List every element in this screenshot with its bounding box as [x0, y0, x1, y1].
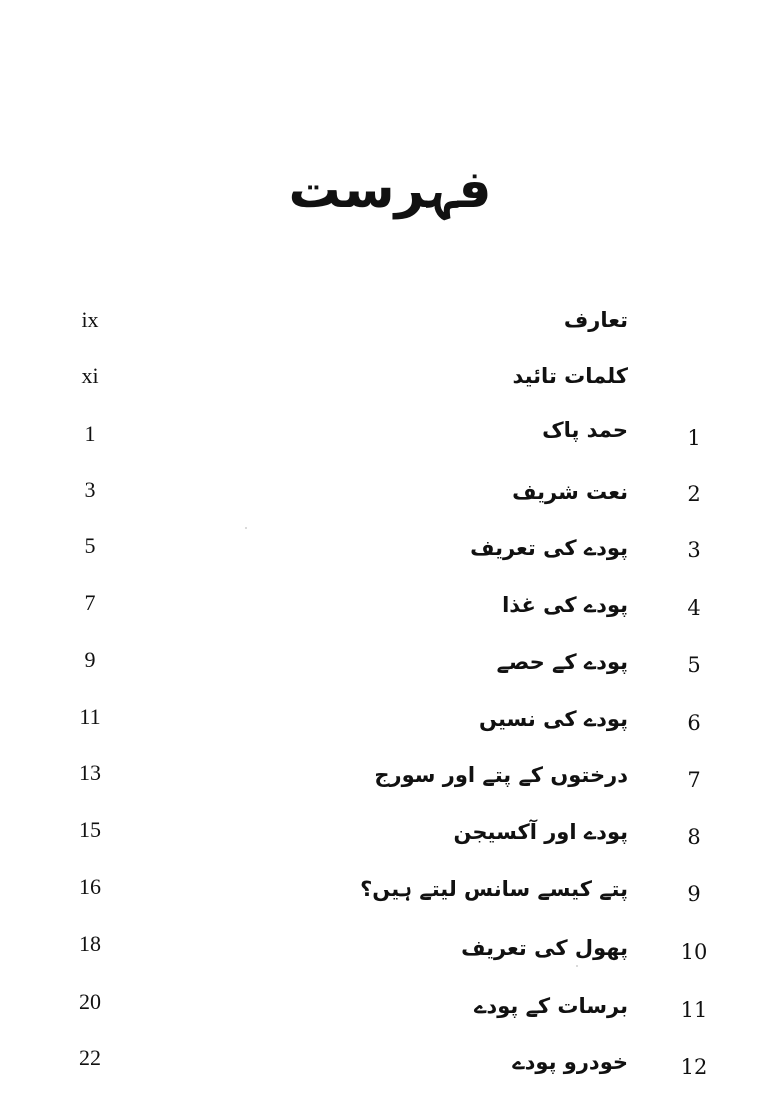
toc-chapter-number: 2 — [687, 482, 701, 506]
toc-page-number: 9 — [84, 647, 96, 672]
toc-row[interactable] — [0, 588, 780, 628]
toc-page-number: 1 — [84, 421, 96, 446]
toc-chapter-number: 3 — [687, 538, 701, 562]
page-title: فہرست — [288, 160, 492, 220]
toc-row[interactable] — [0, 758, 780, 798]
toc-entry-title[interactable]: پودے اور آکسیجن — [453, 820, 628, 844]
toc-entry-title[interactable]: حمد پاک — [542, 418, 628, 442]
toc-entry-title[interactable]: کلمات تائید — [512, 364, 628, 388]
toc-row[interactable] — [0, 929, 780, 969]
toc-chapter-number: 12 — [680, 1055, 708, 1079]
toc-row[interactable] — [0, 305, 780, 345]
toc-page-number: xi — [81, 363, 99, 388]
toc-row[interactable] — [0, 815, 780, 855]
toc-page-number: 13 — [79, 760, 101, 785]
toc-entry-title[interactable]: پتے کیسے سانس لیتے ہیں؟ — [360, 877, 628, 901]
toc-chapter-number: 4 — [687, 596, 701, 620]
toc-page-number: 5 — [84, 533, 96, 558]
toc-entry-title[interactable]: پودے کی نسیں — [479, 707, 628, 731]
toc-row[interactable] — [0, 872, 780, 912]
toc-entry-title[interactable]: برسات کے پودے — [474, 994, 628, 1018]
toc-entry-title[interactable]: نعت شریف — [512, 480, 628, 504]
toc-chapter-number: 6 — [687, 711, 701, 735]
toc-page-number: 20 — [79, 989, 101, 1014]
toc-entry-title[interactable]: تعارف — [563, 308, 628, 332]
scan-speck — [245, 527, 247, 529]
toc-row[interactable] — [0, 987, 780, 1027]
toc-entry-title[interactable]: پودے کے حصے — [496, 650, 628, 674]
toc-page-number: 16 — [79, 874, 101, 899]
toc-entry-title[interactable]: درختوں کے پتے اور سورج — [374, 763, 628, 787]
toc-page-number: 15 — [79, 817, 101, 842]
toc-page-number: 7 — [84, 590, 96, 615]
toc-entry-title[interactable]: خودرو پودے — [512, 1050, 628, 1074]
toc-entry-title[interactable]: پودے کی غذا — [502, 593, 628, 617]
toc-page-number: 3 — [84, 477, 96, 502]
toc-entry-title[interactable]: پودے کی تعریف — [470, 536, 628, 560]
toc-row[interactable] — [0, 702, 780, 742]
toc-row[interactable] — [0, 1043, 780, 1083]
toc-entry-title[interactable]: پھول کی تعریف — [461, 936, 628, 960]
toc-page-number: 22 — [79, 1045, 101, 1070]
toc-chapter-number: 7 — [687, 768, 701, 792]
toc-row[interactable] — [0, 645, 780, 685]
toc-row[interactable] — [0, 531, 780, 571]
toc-chapter-number: 10 — [680, 940, 708, 964]
toc-chapter-number: 5 — [687, 653, 701, 677]
toc-page-number: 18 — [79, 931, 101, 956]
toc-chapter-number: 1 — [687, 426, 701, 450]
toc-page-number: ix — [81, 307, 99, 332]
toc-row[interactable] — [0, 419, 780, 459]
toc-row[interactable] — [0, 361, 780, 401]
toc-chapter-number: 11 — [680, 998, 708, 1022]
scan-speck — [576, 965, 578, 967]
toc-chapter-number: 8 — [687, 825, 701, 849]
toc-page-number: 11 — [79, 704, 101, 729]
toc-chapter-number: 9 — [687, 882, 701, 906]
toc-row[interactable] — [0, 475, 780, 515]
